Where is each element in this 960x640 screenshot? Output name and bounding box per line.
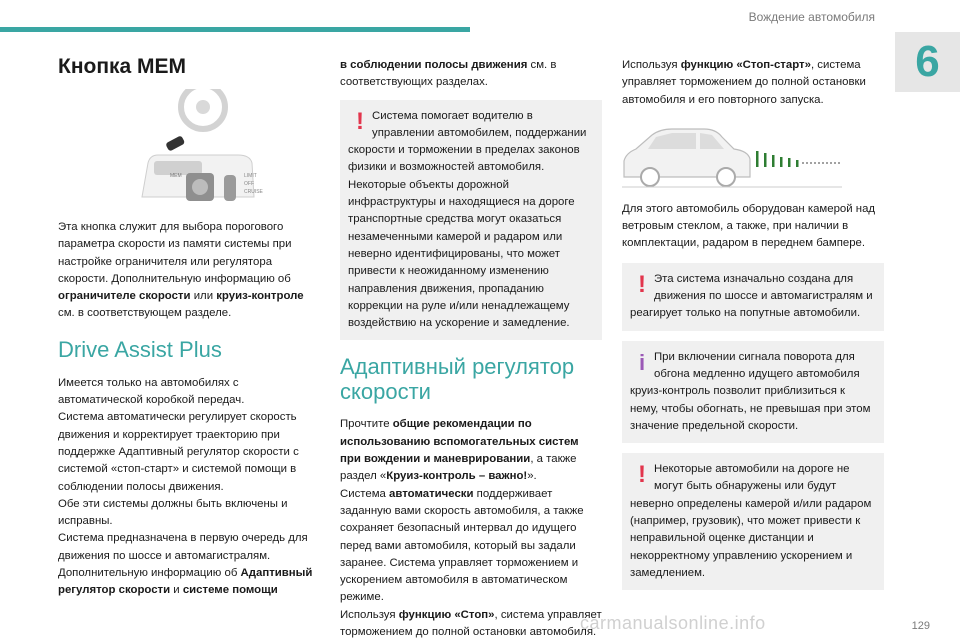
cruise-stalk-illustration [58,89,320,207]
page-number: 129 [911,620,930,632]
info-note-text: При включении сигнала поворота для обгона медленно идущего автомобиля круиз-контроль позволит приблизиться к нему, чтобы обогнать, не превышая при этом значение предельной скорости. [630,350,871,432]
das-paragraph-1: Имеется только на автомобилях с автоматической коробкой передач. [58,376,245,407]
stalk-label-mem: MEM [170,173,182,179]
watermark: carmanualsonline.info [580,613,766,633]
warning-note-2-text: Эта система изначально создана для движения по шоссе и автомагистралям и реагирует только на попутные автомобили. [630,272,873,320]
das-continuation: в соблюдении полосы движения см. в соответствующих разделах. [340,59,557,89]
das-paragraph-5: Дополнительную информацию об Адаптивный регулятор скорости и системе помощи [58,567,313,597]
stalk-label-off: OFF [244,181,254,187]
mem-description: Эта кнопка служит для выбора порогового параметра скорости из памяти системы при настройке ограничителя или регулятора скорости. Дополнительную информацию об ограничителе скорости или круиз-контроле см. в соответствующем разделе. [58,221,304,320]
header-accent-bar [0,27,470,32]
stop-start-paragraph: Используя функцию «Стоп-старт», система управляет торможением до полной остановки автомобиля и его повторного запуска. [622,59,866,106]
warning-note-1-text: Система помогает водителю в управлении автомобилем, поддержании скорости и торможении в пределах законов физики и возможностей автомобиля. Некоторые объекты дорожной инфраструктуры и находящиеся на дороге транспортные средства могут оказаться незамеченными камерой и радаром или неверно идентифицированы, что может привести к неожиданному изменению направления движения, пропаданию коррекции на руле и/или ненадлежащему воздействию на ускорение и замедление. [348,109,587,330]
drive-assist-title: Drive Assist Plus [58,336,222,362]
chapter-number: 6 [915,37,940,86]
das-paragraph-4: Система предназначена в первую очередь для движения по шоссе и автомагистралям. [58,532,308,562]
column-1 [58,55,320,600]
chapter-header-title: Вождение автомобиля [748,10,875,24]
car-radar-icon [622,117,842,189]
info-icon: i [638,349,646,375]
stalk-label-cruise: CRUISE [244,189,263,195]
acc-paragraph-1: Прочтите общие рекомендации по использованию вспомогательных систем при вождении и маневрировании, а также раздел «Круиз-контроль – важно!». [340,418,579,483]
column-3 [622,57,884,600]
stalk-label-limit: LIMIT [244,173,257,179]
equipment-paragraph: Для этого автомобиль оборудован камерой над ветровым стеклом, а также, при наличии в комплектации, радаром в переднем бампере. [622,202,876,250]
warning-icon: ! [638,270,646,298]
acc-paragraph-3: Используя функцию «Стоп», система управляет торможением до полной остановки автомобиля. [340,608,602,639]
warning-note-2 [622,263,884,331]
acc-paragraph-2: Система автоматически поддерживает заданную вами скорость автомобиля, а также сохраняет безопасный интервал до идущего перед вами автомобиля, который вы задали заранее. Система управляет торможением и ускорением автомобиля в автоматическом режиме. [340,487,584,604]
car-radar-illustration [622,117,842,189]
acc-section-title: Адаптивный регулятор скорости [340,354,575,405]
warning-note-1 [340,100,602,341]
das-paragraph-3: Обе эти системы должны быть включены и исправны. [58,497,288,528]
mem-section-title: Кнопка MEM [58,55,187,78]
mem-button-illustration [58,89,320,207]
warning-note-3-text: Некоторые автомобили на дороге не могут быть обнаружены или будут неверно определены камерой и/или радаром (например, грузовик), что может привести к неправильной оценке дистанции и некорректному управлению ускорением и замедлением. [630,463,872,579]
column-2 [340,57,602,640]
warning-icon: ! [638,461,646,489]
chapter-tab [895,32,960,92]
warning-icon: ! [356,107,364,135]
info-note [622,341,884,443]
warning-note-3 [622,453,884,590]
das-paragraph-2: Система автоматически регулирует скорость движения и корректирует траекторию при поддержке Адаптивный регулятор скорости с системой «стоп-старт» и системой помощи в соблюдении полосы движения. [58,411,299,493]
